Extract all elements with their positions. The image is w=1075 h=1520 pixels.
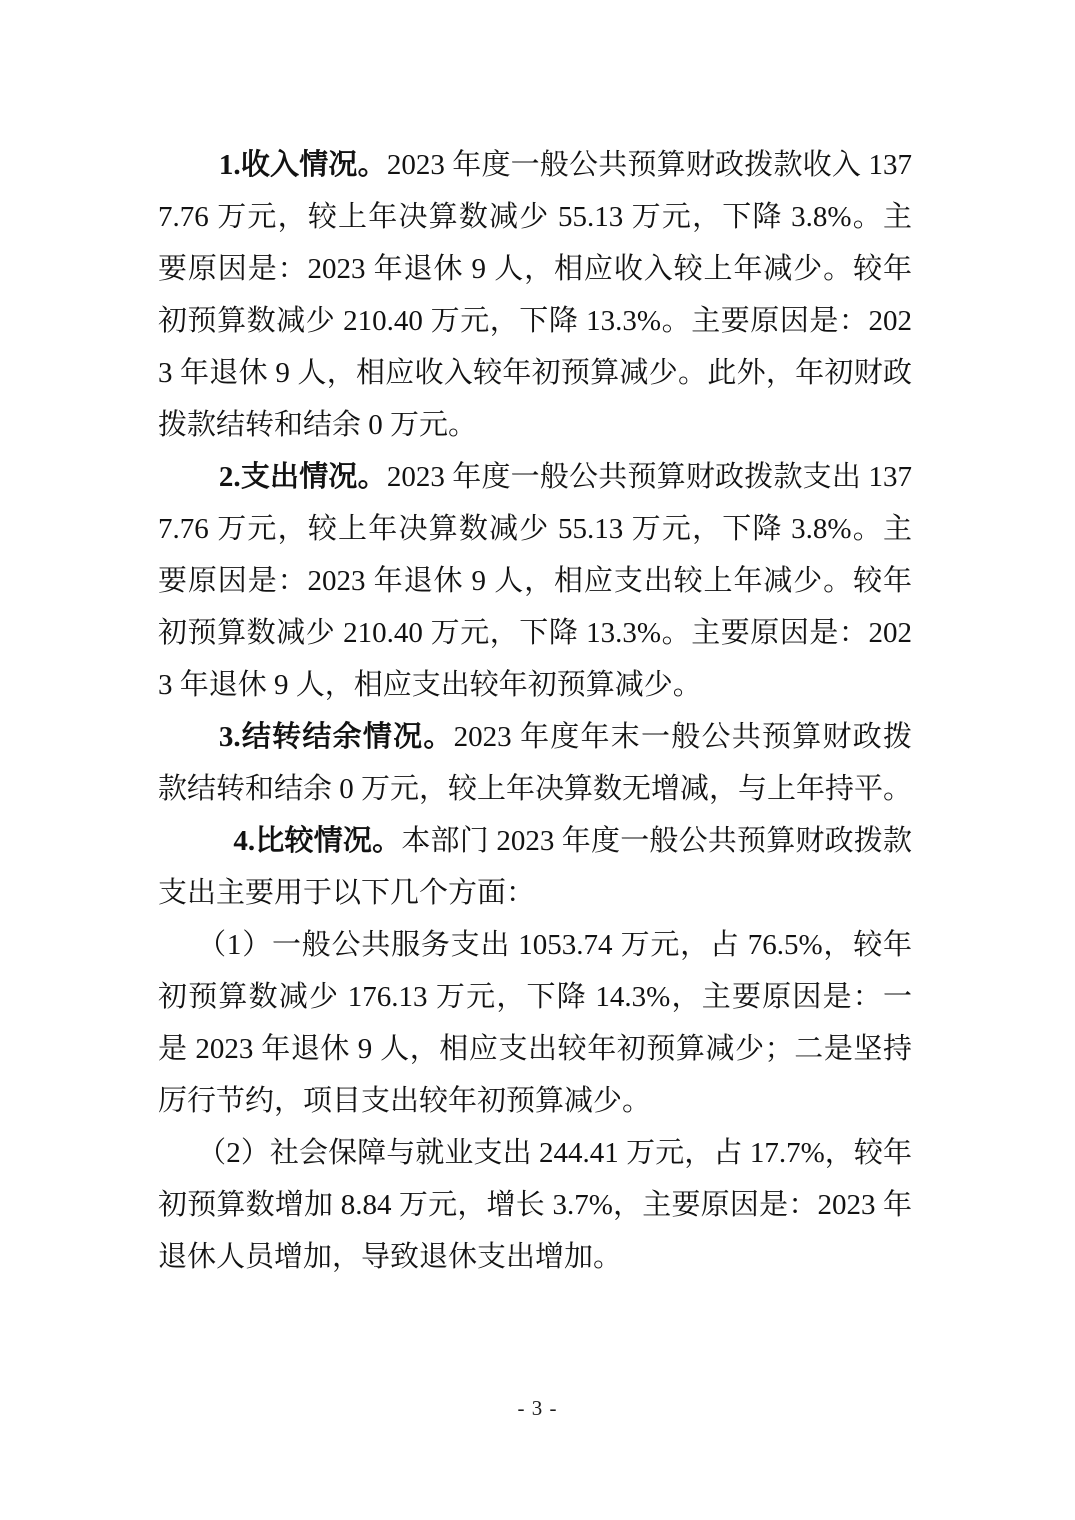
section-heading-carryover: 3.结转结余情况。	[218, 721, 454, 753]
page-number: - 3 -	[517, 1396, 558, 1420]
paragraph-item-2	[158, 1127, 912, 1283]
paragraph-text: （1）一般公共服务支出 1053.74 万元，占 76.5%，较年初预算数减少 176.13 万元，下降 14.3%，主要原因是：一是 2023 年退休 9 人，相应支出较年初预算减少；二是坚持厉行节约，项目支出较年初预算减少。	[158, 929, 912, 1117]
paragraph-text: 本部门 2023 年度一般公共预算财政拨款支出主要用于以下几个方面：	[158, 825, 912, 909]
paragraph-carryover	[158, 711, 912, 815]
section-heading-expenditure: 2.支出情况。	[218, 461, 387, 493]
section-heading-income: 1.收入情况。	[218, 149, 387, 181]
paragraph-item-1	[158, 919, 912, 1127]
paragraph-text: 2023 年度一般公共预算财政拨款收入 1377.76 万元，较上年决算数减少 55.13 万元，下降 3.8%。主要原因是：2023 年退休 9 人，相应收入较上年减少。较年初预算数减少 210.40 万元，下降 13.3%。主要原因是：2023 年退休 9 人，相应收入较年初预算减少。此外，年初财政拨款结转和结余 0 万元。	[158, 149, 912, 441]
section-heading-comparison: 4.比较情况。	[233, 825, 402, 857]
paragraph-expenditure	[158, 451, 912, 711]
document-body	[158, 139, 912, 1283]
paragraph-text: （2）社会保障与就业支出 244.41 万元，占 17.7%，较年初预算数增加 8.84 万元，增长 3.7%，主要原因是：2023 年退休人员增加，导致退休支出增加。	[158, 1137, 912, 1273]
paragraph-comparison	[158, 815, 912, 919]
paragraph-text: 2023 年度一般公共预算财政拨款支出 1377.76 万元，较上年决算数减少 55.13 万元，下降 3.8%。主要原因是：2023 年退休 9 人，相应支出较上年减少。较年初预算数减少 210.40 万元，下降 13.3%。主要原因是：2023 年退休 9 人，相应支出较年初预算减少。	[158, 461, 912, 701]
paragraph-text: 2023 年度年末一般公共预算财政拨款结转和结余 0 万元，较上年决算数无增减，与上年持平。	[158, 721, 913, 805]
paragraph-income	[158, 139, 912, 451]
